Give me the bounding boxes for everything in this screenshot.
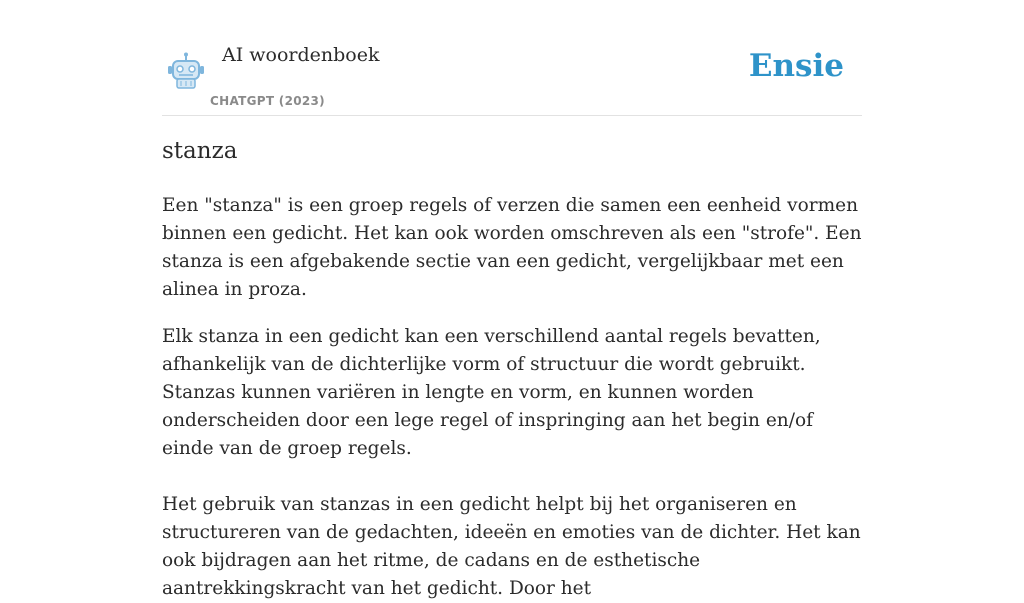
- source-title[interactable]: AI woordenboek: [222, 44, 380, 66]
- definition-paragraph: Een "stanza" is een groep regels of verzen die samen een eenheid vormen binnen een gedicht. Het kan ook worden omschreven als een "strofe". Een stanza is een afgebakende sectie van een gedicht, vergelijkbaar met een alinea in proza.: [162, 195, 862, 300]
- source-subtitle: CHATGPT (2023): [210, 94, 325, 108]
- entry-definition: [162, 192, 862, 603]
- entry-header: [162, 38, 862, 116]
- entry-term: stanza: [162, 138, 238, 164]
- robot-icon: [166, 52, 206, 90]
- brand-logo[interactable]: Ensie: [748, 48, 844, 84]
- definition-paragraph: Elk stanza in een gedicht kan een verschillend aantal regels bevatten, afhankelijk van de dichterlijke vorm of structuur die wordt gebruikt. Stanzas kunnen variëren in lengte en vorm, en kunnen worden onderscheiden door een lege regel of inspringing aan het begin en/of einde van de groep regels.: [162, 326, 821, 459]
- definition-paragraph: Het gebruik van stanzas in een gedicht helpt bij het organiseren en structureren van de gedachten, ideeën en emoties van de dichter. Het kan ook bijdragen aan het ritme, de cadans en de esthetische aantrekkingskracht van het gedicht. Door het: [162, 494, 861, 599]
